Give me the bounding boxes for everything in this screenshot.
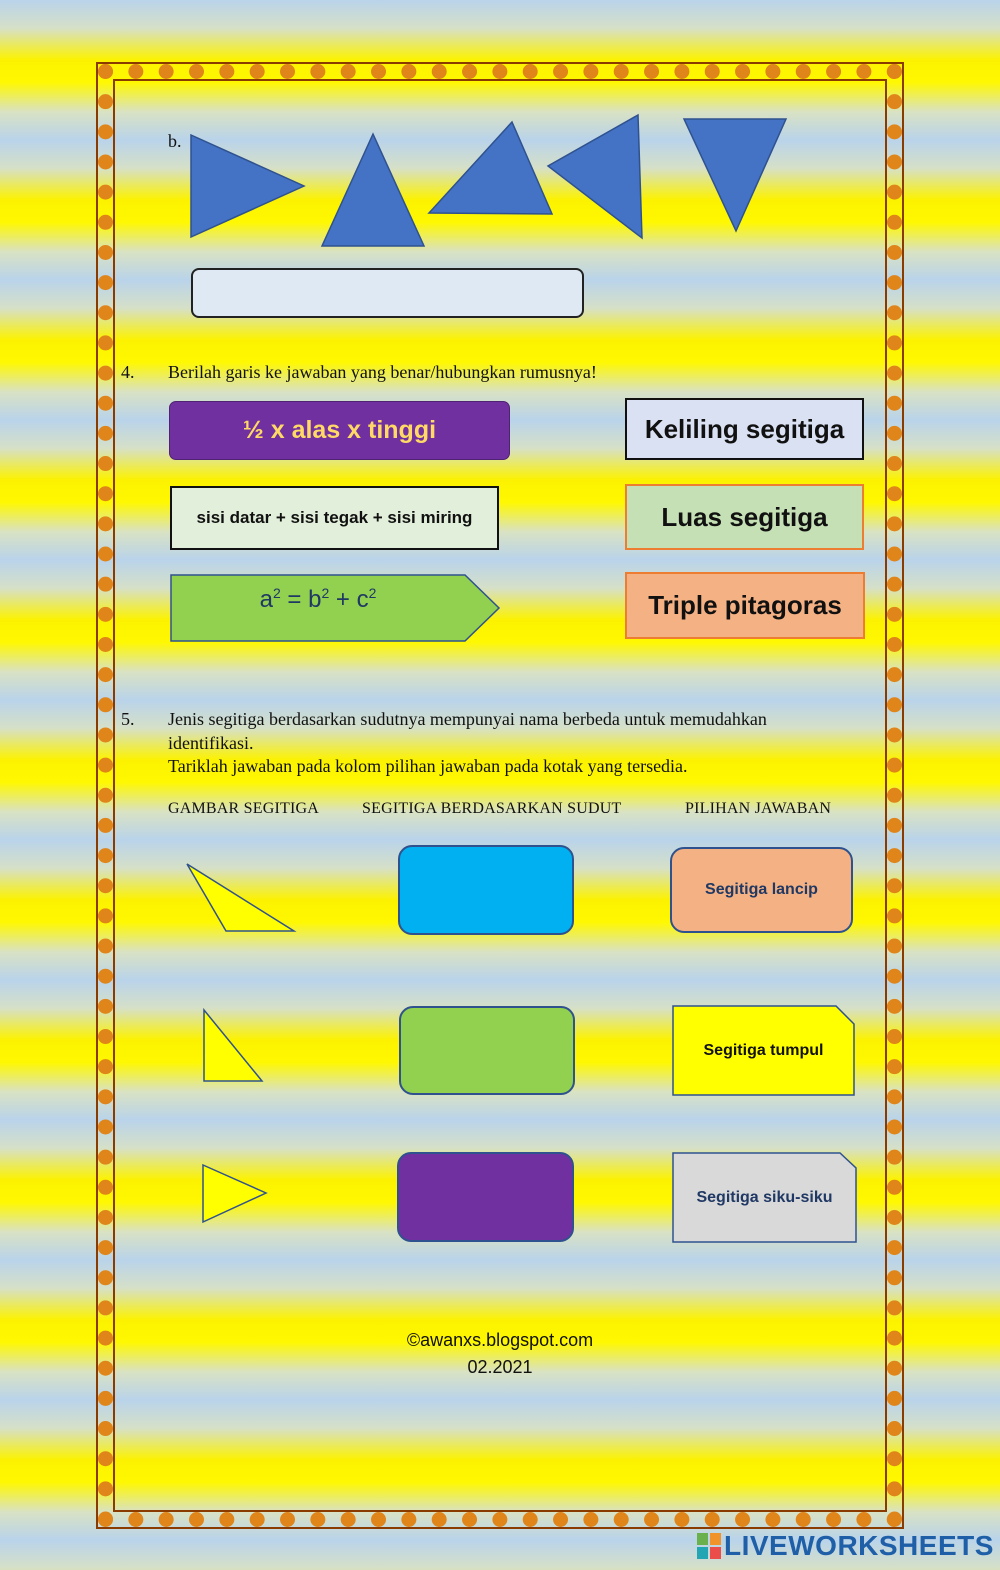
formula-area-text: ½ x alas x tinggi — [242, 416, 437, 444]
answer-perimeter-text: Keliling segitiga — [644, 413, 845, 444]
liveworksheets-logo-icon — [697, 1533, 721, 1559]
question-5-number: 5. — [121, 709, 135, 729]
question-4-number: 4. — [121, 362, 135, 382]
question-5-line-3: Tariklah jawaban pada kolom pilihan jawaban pada kotak yang tersedia. — [168, 756, 688, 776]
footer-date: 02.2021 — [467, 1357, 533, 1377]
choice-obtuse-text: Segitiga tumpul — [703, 1041, 824, 1059]
choice-acute-text: Segitiga lancip — [705, 881, 818, 898]
answer-pythagoras-text: Triple pitagoras — [648, 590, 842, 620]
question-5-line-1: Jenis segitiga berdasarkan sudutnya mempunyai nama berbeda untuk memudahkan — [168, 709, 767, 729]
liveworksheets-brand[interactable]: LIVEWORKSHEETS — [724, 1530, 994, 1561]
section-b-label: b. — [168, 131, 182, 151]
formula-perimeter-text: sisi datar + sisi tegak + sisi miring — [196, 508, 473, 527]
answer-area-text: Luas segitiga — [661, 501, 828, 532]
formula-pythagoras-text: $a^2 = b^2 + c^2$ — [259, 585, 377, 613]
column-heading-choices: PILIHAN JAWABAN — [685, 800, 832, 817]
footer-copyright: ©awanxs.blogspot.com — [406, 1330, 594, 1350]
question-5-line-2: identifikasi. — [168, 733, 254, 753]
column-heading-type: SEGITIGA BERDASARKAN SUDUT — [362, 800, 622, 817]
question-4-instruction: Berilah garis ke jawaban yang benar/hubungkan rumusnya! — [168, 362, 597, 382]
column-heading-picture: GAMBAR SEGITIGA — [168, 800, 319, 817]
choice-right-text: Segitiga siku-siku — [696, 1188, 833, 1206]
